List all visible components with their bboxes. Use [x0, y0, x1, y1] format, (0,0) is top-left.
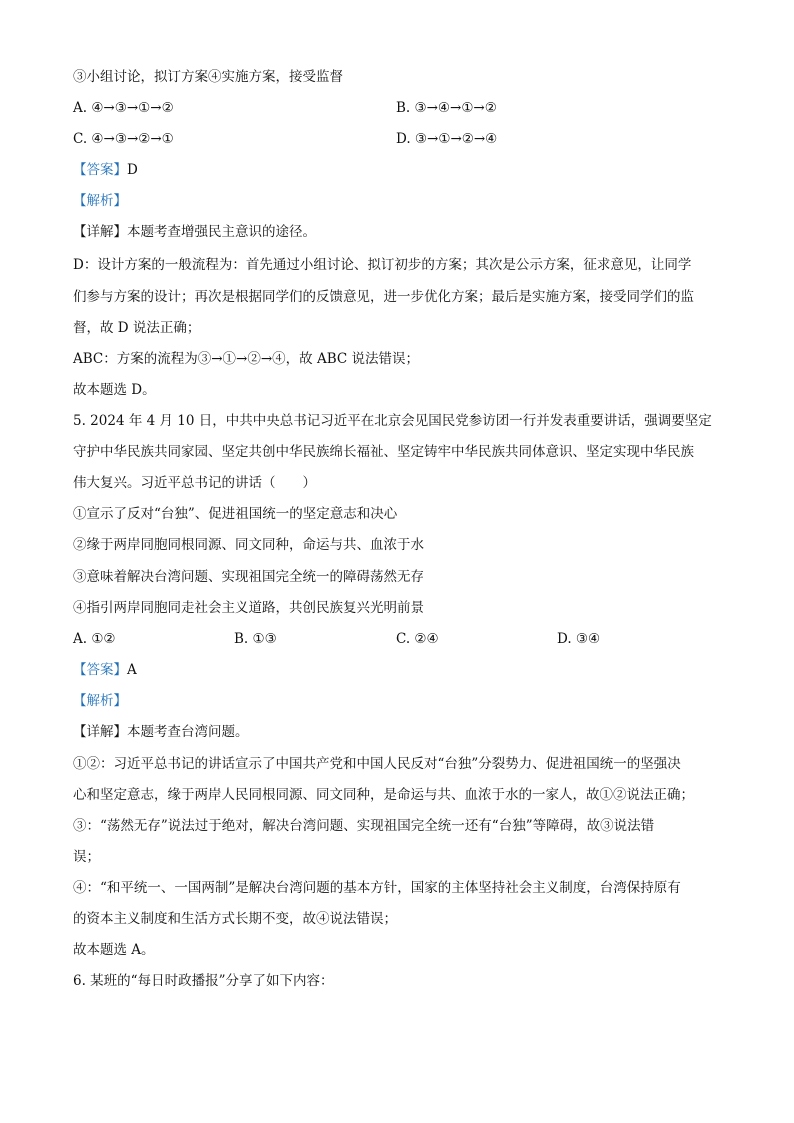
q5-option-b: B. ①③ [234, 631, 277, 647]
answer-value: D [127, 162, 138, 178]
q5-analysis [73, 690, 734, 712]
q5-option-c: C. ②④ [396, 631, 439, 647]
q5-explain-3-line-2: 误； [73, 849, 100, 865]
analysis-tag: 【解析】 [73, 193, 127, 209]
q5-explain-3-line-1: ③：“荡然无存”说法过于绝对，解决台湾问题、实现祖国完全统一还有“台独”等障碍，故③说法错 [73, 818, 655, 834]
q5-item-1: ①宣示了反对“台独”、促进祖国统一的坚定意志和决心 [73, 506, 398, 522]
answer-tag: 【答案】 [73, 662, 127, 678]
detail-text: 本题考查增强民主意识的途径。 [127, 224, 316, 240]
q4-option-b: B. ③→④→①→② [396, 100, 497, 116]
q4-item-3-4: ③小组讨论，拟订方案④实施方案，接受监督 [73, 69, 343, 85]
q5-explain-4-line-1: ④：“和平统一、一国两制”是解决台湾问题的基本方针，国家的主体坚持社会主义制度，台湾保持原有 [73, 880, 681, 896]
q5-stem-line-2: 守护中华民族共同家园、坚定共创中华民族绵长福祉、坚定铸牢中华民族共同体意识、坚定实现中华民族 [73, 444, 694, 460]
q5-item-2: ②缘于两岸同胞同根同源、同文同种，命运与共、血浓于水 [73, 537, 424, 553]
analysis-tag: 【解析】 [73, 693, 127, 709]
q4-answer [73, 159, 734, 181]
q5-explain-4-line-2: 的资本主义制度和生活方式长期不变，故④说法错误； [73, 911, 397, 927]
q5-stem-line-1: 5. 2024 年 4 月 10 日，中共中央总书记习近平在北京会见国民党参访团一行并发表重要讲话，强调要坚定 [73, 413, 712, 429]
detail-text: 本题考查台湾问题。 [127, 724, 249, 740]
q5-option-a: A. ①② [73, 631, 116, 647]
q4-option-d: D. ③→①→②→④ [396, 131, 498, 147]
q4-conclusion: 故本题选 D。 [73, 382, 156, 398]
q4-option-a: A. ④→③→①→② [73, 100, 174, 116]
q5-stem-line-3: 伟大复兴。习近平总书记的讲话（ ） [73, 475, 316, 491]
q5-conclusion: 故本题选 A。 [73, 942, 155, 958]
answer-tag: 【答案】 [73, 162, 127, 178]
detail-tag: 【详解】 [73, 224, 127, 240]
detail-tag: 【详解】 [73, 724, 127, 740]
q4-explain-d-line-2: 们参与方案的设计；再次是根据同学们的反馈意见，进一步优化方案；最后是实施方案，接受同学们的监 [73, 289, 694, 305]
q5-item-4: ④指引两岸同胞同走社会主义道路，共创民族复兴光明前景 [73, 600, 424, 616]
q4-option-c: C. ④→③→②→① [73, 131, 174, 147]
answer-value: A [127, 662, 137, 678]
q5-explain-12-line-1: ①②：习近平总书记的讲话宣示了中国共产党和中国人民反对“台独”分裂势力、促进祖国统一的坚强决 [73, 756, 681, 772]
q4-analysis [73, 190, 734, 212]
q6-stem: 6. 某班的“每日时政播报”分享了如下内容： [73, 973, 334, 989]
q5-item-3: ③意味着解决台湾问题、实现祖国完全统一的障碍荡然无存 [73, 569, 424, 585]
q5-option-d: D. ③④ [557, 631, 601, 647]
q5-answer [73, 659, 734, 681]
q5-detail [73, 721, 734, 743]
q4-explain-d-line-1: D：设计方案的一般流程为：首先通过小组讨论、拟订初步的方案；其次是公示方案，征求意见，让同学 [73, 257, 692, 273]
q4-detail [73, 221, 734, 243]
q4-explain-abc: ABC：方案的流程为③→①→②→④，故 ABC 说法错误； [73, 351, 420, 367]
q4-explain-d-line-3: 督，故 D 说法正确； [73, 320, 201, 336]
q5-explain-12-line-2: 心和坚定意志，缘于两岸人民同根同源、同文同种，是命运与共、血浓于水的一家人，故①②说法正确； [73, 787, 694, 803]
